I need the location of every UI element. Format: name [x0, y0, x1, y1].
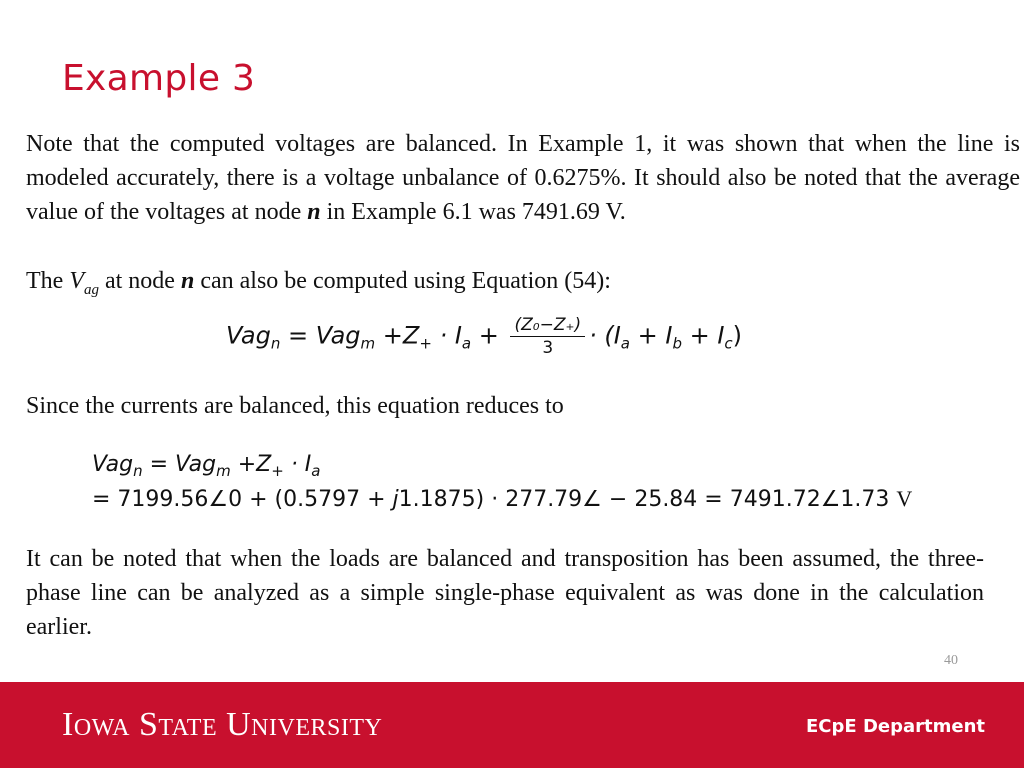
node-label-2: n: [180, 268, 195, 294]
paragraph-intro-text-b: in Example 6.1 was 7491.69 V.: [320, 199, 626, 225]
slide-title: Example 3: [62, 58, 256, 99]
paragraph-vag-text-b: at node: [98, 268, 181, 294]
equation-reduced-line2: = 7199.56∠0 + (0.5797 + j1.1875) · 277.79∠ − 25.84 = 7491.72∠1.73 V: [92, 486, 913, 512]
page-number: 40: [944, 653, 958, 668]
paragraph-vag-text-c: can also be computed using Equation (54):: [194, 268, 611, 294]
department-label: ECpE Department: [806, 716, 985, 737]
paragraph-intro-text-a: Note that the computed voltages are balanced. In Example 1, it was shown that when the line is modeled accurately, there is a voltage unbalance of 0.6275%. It should also be noted that the average value of the voltages at node: [26, 131, 1020, 225]
paragraph-since: Since the currents are balanced, this equation reduces to: [26, 393, 564, 419]
paragraph-vag: [26, 264, 611, 307]
equation-reduced-line1: $Vag_n = Vag_m +Z_+ \cdot I_a$: [92, 452, 321, 480]
equation-fraction: $\frac{\text{(Z₀−Z₊)}}{3}$: [510, 315, 585, 358]
paragraph-conclusion: It can be noted that when the loads are balanced and transposition has been assumed, the three-phase line can be analyzed as a simple single-phase equivalent as was done in the calculation earlier.: [26, 546, 984, 640]
vag-symbol: $V_{ag}$: [69, 268, 99, 298]
paragraph-vag-text-a: The: [26, 268, 70, 294]
paragraph-intro: [26, 127, 1020, 229]
equation-54: $Vag_n = Vag_m +Z_+ \cdot I_a$ + $\frac{\text{(Z₀−Z₊)}}{3}$ · $(I_a + I_b + I_c)$: [226, 315, 743, 358]
university-logo-text: Iowa State University: [62, 706, 383, 743]
node-label: n: [307, 199, 321, 225]
footer-bar: [0, 682, 1024, 768]
